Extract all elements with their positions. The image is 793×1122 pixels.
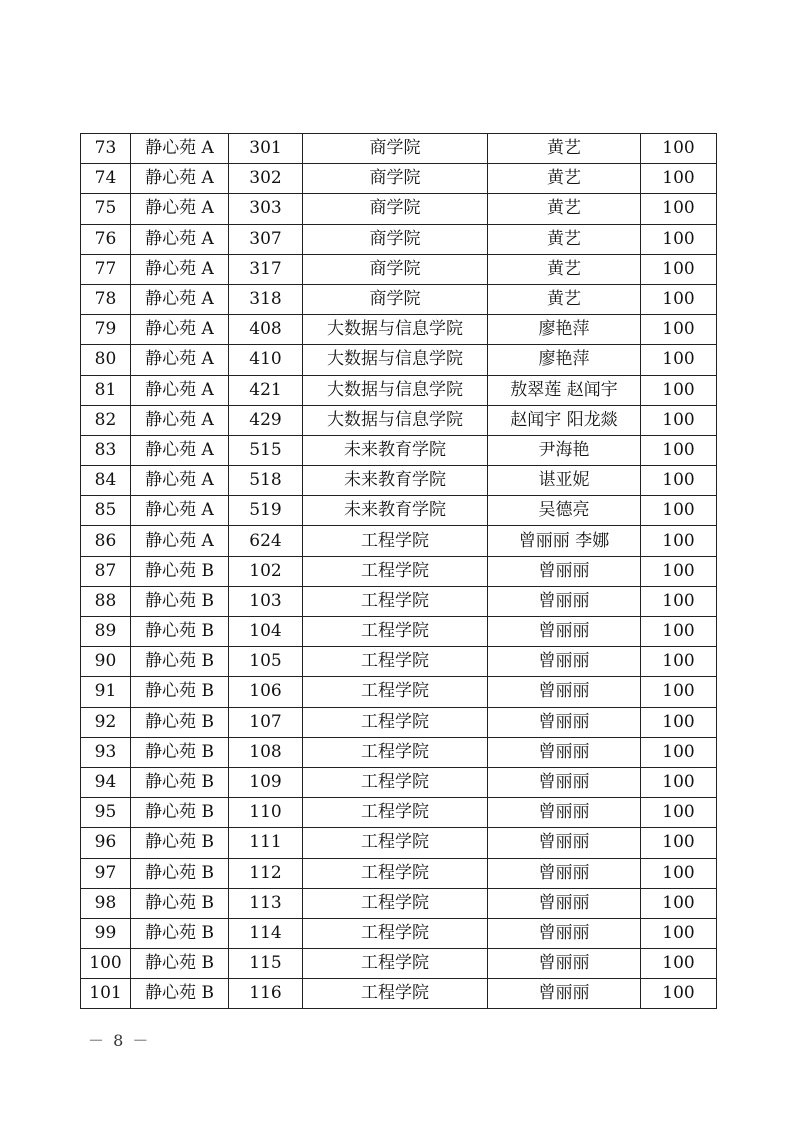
table-body [81, 134, 717, 1009]
building-cell: 静心苑 B [131, 828, 229, 858]
row-index: 100 [81, 949, 131, 979]
score-cell: 100 [641, 164, 717, 194]
room-cell: 108 [229, 737, 303, 767]
teacher-cell: 赵闻宇 阳龙燚 [488, 405, 641, 435]
teacher-cell: 曾丽丽 [488, 828, 641, 858]
table-row [81, 284, 717, 314]
teacher-cell: 曾丽丽 [488, 979, 641, 1009]
teacher-cell: 曾丽丽 [488, 586, 641, 616]
row-index: 95 [81, 798, 131, 828]
table-row [81, 949, 717, 979]
building-cell: 静心苑 A [131, 405, 229, 435]
row-index: 77 [81, 254, 131, 284]
college-cell: 商学院 [303, 134, 488, 164]
room-cell: 624 [229, 526, 303, 556]
teacher-cell: 曾丽丽 [488, 858, 641, 888]
teacher-cell: 谌亚妮 [488, 466, 641, 496]
teacher-cell: 尹海艳 [488, 435, 641, 465]
room-cell: 519 [229, 496, 303, 526]
table-row [81, 828, 717, 858]
row-index: 74 [81, 164, 131, 194]
table-row [81, 647, 717, 677]
teacher-cell: 曾丽丽 李娜 [488, 526, 641, 556]
teacher-cell: 曾丽丽 [488, 647, 641, 677]
room-cell: 518 [229, 466, 303, 496]
room-cell: 302 [229, 164, 303, 194]
table-row [81, 556, 717, 586]
table-row [81, 617, 717, 647]
college-cell: 商学院 [303, 164, 488, 194]
score-cell: 100 [641, 918, 717, 948]
row-index: 83 [81, 435, 131, 465]
table-row [81, 737, 717, 767]
score-cell: 100 [641, 979, 717, 1009]
room-cell: 429 [229, 405, 303, 435]
table-row [81, 526, 717, 556]
college-cell: 工程学院 [303, 556, 488, 586]
row-index: 73 [81, 134, 131, 164]
score-cell: 100 [641, 677, 717, 707]
college-cell: 工程学院 [303, 647, 488, 677]
room-cell: 408 [229, 315, 303, 345]
teacher-cell: 黄艺 [488, 194, 641, 224]
row-index: 84 [81, 466, 131, 496]
college-cell: 工程学院 [303, 677, 488, 707]
building-cell: 静心苑 A [131, 134, 229, 164]
building-cell: 静心苑 A [131, 435, 229, 465]
row-index: 97 [81, 858, 131, 888]
row-index: 79 [81, 315, 131, 345]
teacher-cell: 黄艺 [488, 134, 641, 164]
row-index: 92 [81, 707, 131, 737]
room-cell: 111 [229, 828, 303, 858]
row-index: 93 [81, 737, 131, 767]
room-cell: 102 [229, 556, 303, 586]
row-index: 75 [81, 194, 131, 224]
college-cell: 工程学院 [303, 858, 488, 888]
score-cell: 100 [641, 315, 717, 345]
teacher-cell: 曾丽丽 [488, 677, 641, 707]
teacher-cell: 廖艳萍 [488, 345, 641, 375]
college-cell: 工程学院 [303, 586, 488, 616]
teacher-cell: 曾丽丽 [488, 798, 641, 828]
table-row [81, 435, 717, 465]
building-cell: 静心苑 B [131, 979, 229, 1009]
room-cell: 105 [229, 647, 303, 677]
college-cell: 工程学院 [303, 707, 488, 737]
table-row [81, 224, 717, 254]
college-cell: 工程学院 [303, 617, 488, 647]
room-cell: 303 [229, 194, 303, 224]
teacher-cell: 曾丽丽 [488, 707, 641, 737]
score-cell: 100 [641, 435, 717, 465]
score-cell: 100 [641, 767, 717, 797]
building-cell: 静心苑 A [131, 466, 229, 496]
college-cell: 未来教育学院 [303, 496, 488, 526]
score-cell: 100 [641, 586, 717, 616]
teacher-cell: 曾丽丽 [488, 617, 641, 647]
score-cell: 100 [641, 284, 717, 314]
college-cell: 大数据与信息学院 [303, 405, 488, 435]
teacher-cell: 黄艺 [488, 164, 641, 194]
building-cell: 静心苑 B [131, 556, 229, 586]
score-cell: 100 [641, 647, 717, 677]
row-index: 94 [81, 767, 131, 797]
room-cell: 110 [229, 798, 303, 828]
table-row [81, 586, 717, 616]
building-cell: 静心苑 B [131, 737, 229, 767]
row-index: 98 [81, 888, 131, 918]
table-row [81, 466, 717, 496]
teacher-cell: 黄艺 [488, 284, 641, 314]
room-cell: 106 [229, 677, 303, 707]
teacher-cell: 黄艺 [488, 224, 641, 254]
building-cell: 静心苑 B [131, 858, 229, 888]
row-index: 90 [81, 647, 131, 677]
college-cell: 工程学院 [303, 767, 488, 797]
table-row [81, 496, 717, 526]
table-row [81, 405, 717, 435]
room-cell: 317 [229, 254, 303, 284]
building-cell: 静心苑 B [131, 798, 229, 828]
teacher-cell: 曾丽丽 [488, 556, 641, 586]
building-cell: 静心苑 A [131, 526, 229, 556]
row-index: 76 [81, 224, 131, 254]
teacher-cell: 敖翠莲 赵闻宇 [488, 375, 641, 405]
building-cell: 静心苑 B [131, 707, 229, 737]
college-cell: 大数据与信息学院 [303, 315, 488, 345]
table-row [81, 345, 717, 375]
college-cell: 商学院 [303, 194, 488, 224]
score-cell: 100 [641, 526, 717, 556]
college-cell: 工程学院 [303, 737, 488, 767]
score-cell: 100 [641, 707, 717, 737]
building-cell: 静心苑 B [131, 647, 229, 677]
table-row [81, 767, 717, 797]
college-cell: 工程学院 [303, 979, 488, 1009]
room-cell: 307 [229, 224, 303, 254]
room-cell: 421 [229, 375, 303, 405]
building-cell: 静心苑 A [131, 284, 229, 314]
row-index: 81 [81, 375, 131, 405]
room-cell: 318 [229, 284, 303, 314]
building-cell: 静心苑 A [131, 254, 229, 284]
teacher-cell: 廖艳萍 [488, 315, 641, 345]
college-cell: 未来教育学院 [303, 466, 488, 496]
score-cell: 100 [641, 194, 717, 224]
college-cell: 工程学院 [303, 888, 488, 918]
table-row [81, 134, 717, 164]
room-cell: 109 [229, 767, 303, 797]
score-cell: 100 [641, 254, 717, 284]
building-cell: 静心苑 A [131, 194, 229, 224]
score-cell: 100 [641, 224, 717, 254]
building-cell: 静心苑 A [131, 315, 229, 345]
table-row [81, 979, 717, 1009]
teacher-cell: 曾丽丽 [488, 949, 641, 979]
building-cell: 静心苑 A [131, 224, 229, 254]
row-index: 89 [81, 617, 131, 647]
score-cell: 100 [641, 737, 717, 767]
building-cell: 静心苑 B [131, 617, 229, 647]
college-cell: 大数据与信息学院 [303, 375, 488, 405]
score-cell: 100 [641, 134, 717, 164]
room-cell: 103 [229, 586, 303, 616]
teacher-cell: 曾丽丽 [488, 888, 641, 918]
score-cell: 100 [641, 828, 717, 858]
college-cell: 商学院 [303, 224, 488, 254]
row-index: 96 [81, 828, 131, 858]
college-cell: 工程学院 [303, 828, 488, 858]
score-cell: 100 [641, 858, 717, 888]
table-row [81, 707, 717, 737]
room-cell: 515 [229, 435, 303, 465]
row-index: 80 [81, 345, 131, 375]
college-cell: 商学院 [303, 284, 488, 314]
college-cell: 工程学院 [303, 798, 488, 828]
table-row [81, 858, 717, 888]
table-row [81, 918, 717, 948]
room-cell: 114 [229, 918, 303, 948]
room-cell: 112 [229, 858, 303, 888]
building-cell: 静心苑 B [131, 586, 229, 616]
table-row [81, 315, 717, 345]
building-cell: 静心苑 B [131, 888, 229, 918]
table-row [81, 375, 717, 405]
teacher-cell: 吴德亮 [488, 496, 641, 526]
score-cell: 100 [641, 375, 717, 405]
score-cell: 100 [641, 466, 717, 496]
building-cell: 静心苑 A [131, 375, 229, 405]
room-cell: 116 [229, 979, 303, 1009]
room-cell: 113 [229, 888, 303, 918]
table-row [81, 254, 717, 284]
row-index: 88 [81, 586, 131, 616]
table-row [81, 798, 717, 828]
building-cell: 静心苑 B [131, 677, 229, 707]
table-row [81, 194, 717, 224]
table-row [81, 677, 717, 707]
teacher-cell: 曾丽丽 [488, 767, 641, 797]
college-cell: 工程学院 [303, 526, 488, 556]
building-cell: 静心苑 A [131, 496, 229, 526]
room-cell: 410 [229, 345, 303, 375]
row-index: 82 [81, 405, 131, 435]
table-row [81, 888, 717, 918]
dormitory-inspection-table [80, 133, 717, 1009]
row-index: 78 [81, 284, 131, 314]
room-cell: 107 [229, 707, 303, 737]
building-cell: 静心苑 A [131, 345, 229, 375]
college-cell: 工程学院 [303, 949, 488, 979]
row-index: 99 [81, 918, 131, 948]
row-index: 101 [81, 979, 131, 1009]
score-cell: 100 [641, 798, 717, 828]
building-cell: 静心苑 B [131, 767, 229, 797]
college-cell: 大数据与信息学院 [303, 345, 488, 375]
score-cell: 100 [641, 949, 717, 979]
score-cell: 100 [641, 496, 717, 526]
room-cell: 115 [229, 949, 303, 979]
college-cell: 工程学院 [303, 918, 488, 948]
room-cell: 301 [229, 134, 303, 164]
teacher-cell: 黄艺 [488, 254, 641, 284]
building-cell: 静心苑 B [131, 918, 229, 948]
college-cell: 未来教育学院 [303, 435, 488, 465]
teacher-cell: 曾丽丽 [488, 737, 641, 767]
page-number: － 8 － [88, 1031, 151, 1050]
score-cell: 100 [641, 617, 717, 647]
college-cell: 商学院 [303, 254, 488, 284]
row-index: 85 [81, 496, 131, 526]
row-index: 86 [81, 526, 131, 556]
score-cell: 100 [641, 405, 717, 435]
teacher-cell: 曾丽丽 [488, 918, 641, 948]
score-cell: 100 [641, 556, 717, 586]
building-cell: 静心苑 A [131, 164, 229, 194]
score-cell: 100 [641, 888, 717, 918]
table-row [81, 164, 717, 194]
row-index: 91 [81, 677, 131, 707]
room-cell: 104 [229, 617, 303, 647]
score-cell: 100 [641, 345, 717, 375]
building-cell: 静心苑 B [131, 949, 229, 979]
row-index: 87 [81, 556, 131, 586]
